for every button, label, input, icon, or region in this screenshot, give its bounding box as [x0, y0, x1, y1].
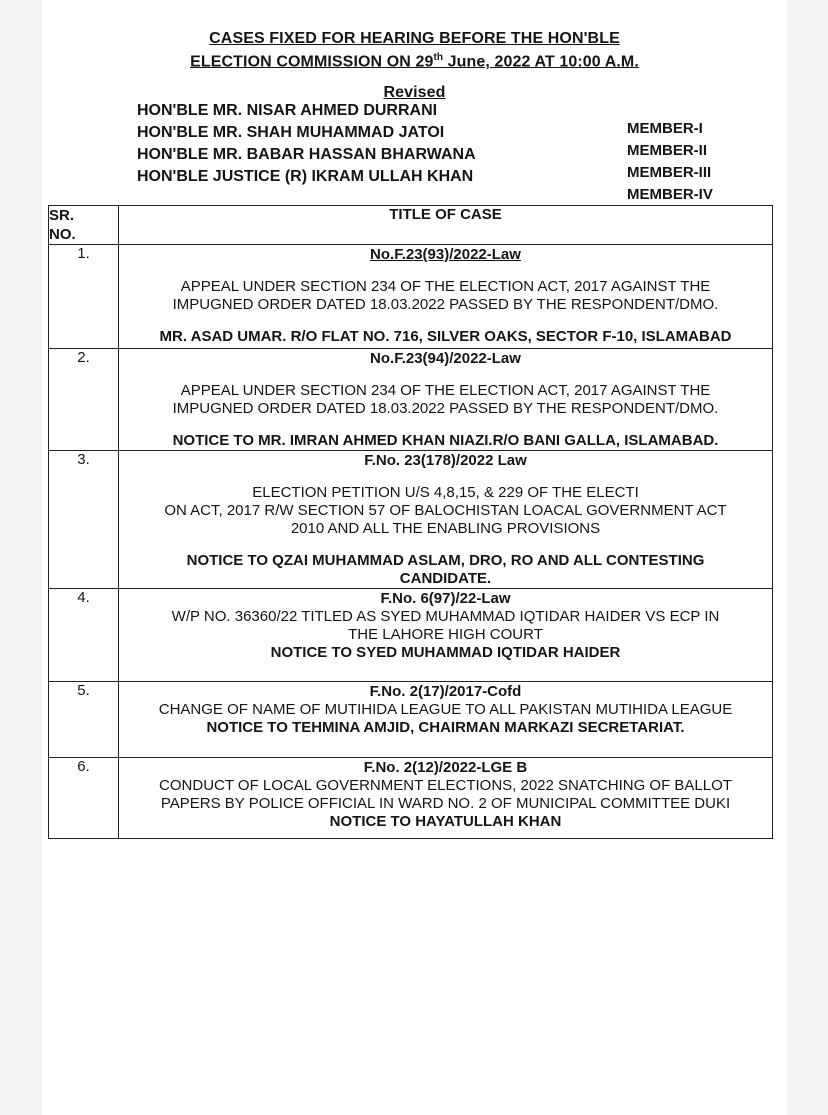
case-notice: NOTICE TO TEHMINA AMJID, CHAIRMAN MARKAZI SECRETARIAT. — [206, 719, 685, 736]
case-cell — [119, 451, 773, 589]
case-description: IMPUGNED ORDER DATED 18.03.2022 PASSED BY THE RESPONDENT/DMO. — [172, 296, 719, 313]
subtitle-superscript: th — [433, 52, 444, 63]
case-description: CHANGE OF NAME OF MUTIHIDA LEAGUE TO ALL PAKISTAN MUTIHIDA LEAGUE — [158, 701, 733, 718]
case-reference: F.No. 23(178)/2022 Law — [364, 452, 527, 469]
table-row — [49, 451, 773, 589]
case-notice: CANDIDATE. — [399, 570, 492, 587]
row-number: 5. — [49, 682, 119, 758]
sr-no-header: SR. NO. — [49, 206, 119, 245]
table-row — [49, 682, 773, 758]
row-number: 4. — [49, 589, 119, 682]
cases-table — [48, 205, 773, 839]
case-notice: NOTICE TO MR. IMRAN AHMED KHAN NIAZI.R/O BANI GALLA, ISLAMABAD. — [172, 432, 719, 449]
table-header-row — [49, 206, 773, 245]
case-cell — [119, 589, 773, 682]
bench-members — [137, 100, 476, 188]
row-number: 3. — [49, 451, 119, 589]
case-description: APPEAL UNDER SECTION 234 OF THE ELECTION ACT, 2017 AGAINST THE — [180, 382, 711, 399]
case-description: 2010 AND ALL THE ENABLING PROVISIONS — [290, 520, 601, 537]
row-number: 6. — [49, 758, 119, 839]
case-cell — [119, 245, 773, 349]
row-number: 2. — [49, 349, 119, 451]
member-name: HON'BLE JUSTICE (R) IKRAM ULLAH KHAN — [137, 168, 474, 185]
case-notice: NOTICE TO SYED MUHAMMAD IQTIDAR HAIDER — [270, 644, 621, 661]
document-subtitle — [42, 52, 787, 71]
table-row — [49, 349, 773, 451]
case-notice: MR. ASAD UMAR. R/O FLAT NO. 716, SILVER OAKS, SECTOR F-10, ISLAMABAD — [159, 328, 732, 345]
case-notice: NOTICE TO QZAI MUHAMMAD ASLAM, DRO, RO AND ALL CONTESTING — [186, 552, 705, 569]
table-row — [49, 758, 773, 839]
bench-roles — [627, 118, 713, 206]
row-number: 1. — [49, 245, 119, 349]
case-description: PAPERS BY POLICE OFFICIAL IN WARD NO. 2 OF MUNICIPAL COMMITTEE DUKI — [160, 795, 731, 812]
case-reference: F.No. 2(12)/2022-LGE B — [363, 759, 528, 776]
case-notice: NOTICE TO HAYATULLAH KHAN — [329, 813, 562, 830]
member-name: HON'BLE MR. NISAR AHMED DURRANI — [137, 102, 438, 119]
case-cell — [119, 349, 773, 451]
subtitle-prefix: ELECTION COMMISSION ON 29 — [190, 53, 434, 71]
case-description: W/P NO. 36360/22 TITLED AS SYED MUHAMMAD IQTIDAR HAIDER VS ECP IN — [171, 608, 720, 625]
case-reference: F.No. 2(17)/2017-Cofd — [369, 683, 522, 700]
case-description: CONDUCT OF LOCAL GOVERNMENT ELECTIONS, 2022 SNATCHING OF BALLOT — [159, 777, 732, 794]
case-cell — [119, 758, 773, 839]
member-name: HON'BLE MR. SHAH MUHAMMAD JATOI — [137, 124, 445, 141]
table-row — [49, 589, 773, 682]
case-cell — [119, 682, 773, 758]
member-role: MEMBER-III — [627, 164, 712, 181]
subtitle-suffix: June, 2022 AT 10:00 A.M. — [443, 53, 639, 71]
case-reference: F.No. 6(97)/22-Law — [380, 590, 511, 607]
member-role: MEMBER-II — [627, 142, 707, 159]
document-page — [42, 0, 787, 1115]
revised-label: Revised — [383, 84, 446, 101]
case-reference: No.F.23(94)/2022-Law — [370, 350, 521, 367]
member-name: HON'BLE MR. BABAR HASSAN BHARWANA — [137, 146, 476, 163]
case-description: THE LAHORE HIGH COURT — [348, 626, 543, 643]
case-description: IMPUGNED ORDER DATED 18.03.2022 PASSED BY THE RESPONDENT/DMO. — [172, 400, 719, 417]
title-header: TITLE OF CASE — [119, 206, 773, 245]
document-title: CASES FIXED FOR HEARING BEFORE THE HON'BLE — [209, 30, 620, 47]
case-description: APPEAL UNDER SECTION 234 OF THE ELECTION ACT, 2017 AGAINST THE — [180, 278, 711, 295]
member-role: MEMBER-I — [627, 120, 703, 137]
member-role: MEMBER-IV — [627, 186, 713, 203]
case-description: ON ACT, 2017 R/W SECTION 57 OF BALOCHISTAN LOACAL GOVERNMENT ACT — [164, 502, 727, 519]
table-row — [49, 245, 773, 349]
case-reference: No.F.23(93)/2022-Law — [370, 246, 521, 263]
case-description: ELECTION PETITION U/S 4,8,15, & 229 OF THE ELECTI — [252, 484, 639, 501]
